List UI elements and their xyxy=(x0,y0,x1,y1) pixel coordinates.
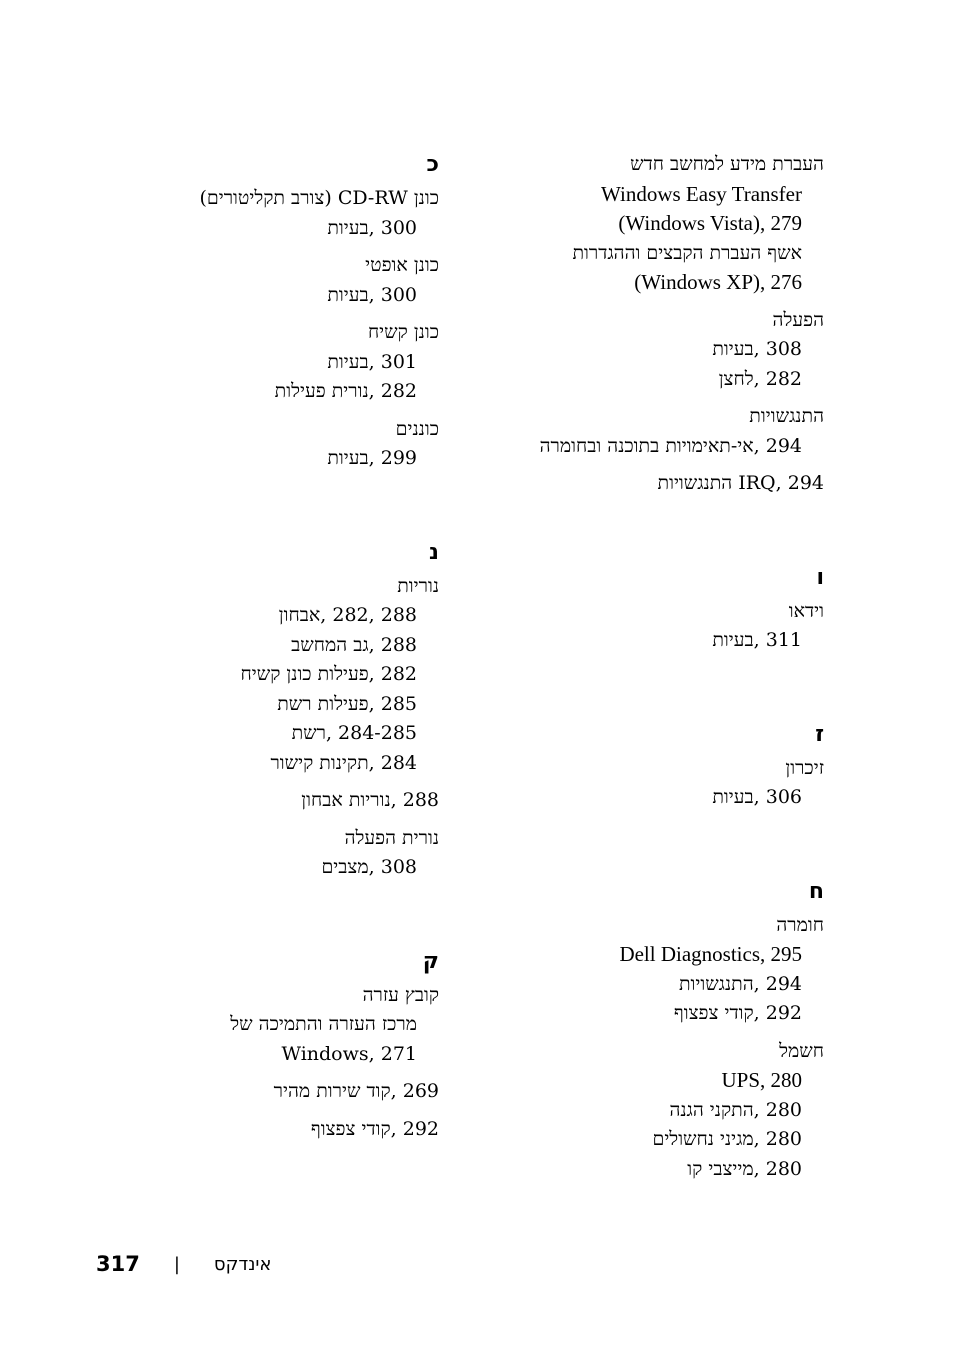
entry-subline: 271 ,Windows xyxy=(281,1042,417,1065)
entry-subline: 306 ,בעיות xyxy=(712,786,802,808)
entry-subline: Windows Easy Transfer xyxy=(601,181,802,206)
entry-subline: 292 ,קודי צפצוף xyxy=(673,1002,802,1024)
entry-subline: 288 ,גב המחשב xyxy=(291,633,417,656)
index-entry-lights xyxy=(119,572,439,779)
entry-subline: 300 ,בעיות xyxy=(327,216,417,239)
page-number: 317 xyxy=(96,1252,140,1276)
entry-subline: 276 ,(Windows XP) xyxy=(634,270,802,294)
entry-subline: 282 ,לחצן xyxy=(718,367,802,390)
index-column-right xyxy=(484,150,824,1192)
entry-subline: 295 ,Dell Diagnostics xyxy=(619,942,802,966)
section-letter-kaf: כ xyxy=(426,152,439,177)
entry-subline: 294 ,התנגשויות xyxy=(678,972,802,995)
index-column-left xyxy=(119,150,439,1152)
entry-title: העברת מידע למחשב חדש xyxy=(630,153,824,175)
section-letter-vav: ו xyxy=(816,564,824,590)
entry-subline: 282 ,פעילות כונן קשיח xyxy=(240,663,417,685)
entry-title: 292 ,קודי צפצוף xyxy=(310,1117,439,1140)
section-letter-het: ח xyxy=(808,878,824,904)
entry-subline: 300 ,בעיות xyxy=(327,283,417,306)
entry-title: וידאו xyxy=(788,599,824,622)
index-entry-hard-drive xyxy=(119,318,439,407)
section-letter-zayin: ז xyxy=(815,721,824,747)
entry-title: נוריות xyxy=(397,574,439,597)
index-entry-beep-codes xyxy=(119,1115,439,1145)
index-entry-hardware xyxy=(484,911,824,1029)
entry-title: קובץ עזרה xyxy=(362,983,439,1006)
entry-subline: 301 ,בעיות xyxy=(327,350,417,373)
footer-separator: | xyxy=(173,1253,180,1275)
entry-title: הפעלה xyxy=(772,308,824,331)
entry-title: חומרה xyxy=(776,913,824,936)
index-entry-video xyxy=(484,597,824,656)
entry-title: נורית הפעלה xyxy=(344,826,439,849)
entry-subline: 280 ,UPS xyxy=(721,1068,802,1092)
index-entry-transfer xyxy=(484,150,824,298)
index-entry-drives xyxy=(119,415,439,474)
index-entry-help-file xyxy=(119,981,439,1070)
entry-subline: 308 ,מצבים xyxy=(321,856,417,878)
entry-title: כוננים xyxy=(395,417,439,440)
entry-subline: 279 ,(Windows Vista) xyxy=(618,211,802,235)
index-entry-activation xyxy=(484,306,824,395)
entry-subline: 280 ,מגיני נחשולים xyxy=(652,1128,802,1150)
entry-title: 288 ,נוריות אבחון xyxy=(301,789,439,811)
entry-title: כונן CD-RW (צורב תקליטורים) xyxy=(199,187,439,209)
entry-title: כונן קשיח xyxy=(367,321,439,343)
entry-title: 269 ,קוד שירות מהיר xyxy=(273,1080,439,1102)
entry-subline: 284-285 ,רשת xyxy=(291,722,417,744)
entry-subline: 280 ,התקני הגנה xyxy=(669,1098,802,1121)
entry-title: זיכרון xyxy=(785,756,824,779)
section-letter-nun: נ xyxy=(429,539,439,565)
entry-subline: מרכז העזרה והתמיכה של xyxy=(230,1013,417,1035)
entry-subline: 285 ,פעילות רשת xyxy=(277,692,417,715)
entry-subline: 282 ,נורית פעילות xyxy=(274,380,417,402)
entry-title: 294 ,IRQ התנגשויות xyxy=(657,472,824,494)
entry-title: חשמל xyxy=(779,1039,824,1062)
entry-title: כונן אופטי xyxy=(365,254,439,276)
index-entry-optical xyxy=(119,251,439,310)
entry-subline: 311 ,בעיות xyxy=(712,629,802,651)
index-entry-irq xyxy=(484,469,824,499)
index-entry-memory xyxy=(484,754,824,813)
entry-title: התנגשויות xyxy=(749,405,824,427)
index-entry-power-light xyxy=(119,824,439,883)
entry-subline: 308 ,בעיות xyxy=(712,338,802,360)
entry-subline: 280 ,מייצבי קו xyxy=(687,1157,802,1180)
index-entry-conflicts xyxy=(484,402,824,461)
index-entry-diagnostic-lights xyxy=(119,786,439,816)
footer-title: אינדקס xyxy=(213,1253,272,1275)
page-footer xyxy=(96,1252,271,1276)
index-entry-power xyxy=(484,1037,824,1185)
entry-subline: 294 ,אי-תאימויות בתוכנה ובחומרה xyxy=(539,434,802,457)
entry-subline: אשף העברת הקבצים וההגדרות xyxy=(572,241,802,264)
section-letter-qof: ק xyxy=(422,948,439,974)
entry-subline: 284 ,תקינות קישור xyxy=(270,751,417,774)
entry-subline: 299 ,בעיות xyxy=(327,447,417,469)
index-entry-express-service-code xyxy=(119,1077,439,1107)
entry-subline: 288 ,282 ,אבחון xyxy=(278,604,417,626)
index-entry-cdrw xyxy=(119,184,439,243)
